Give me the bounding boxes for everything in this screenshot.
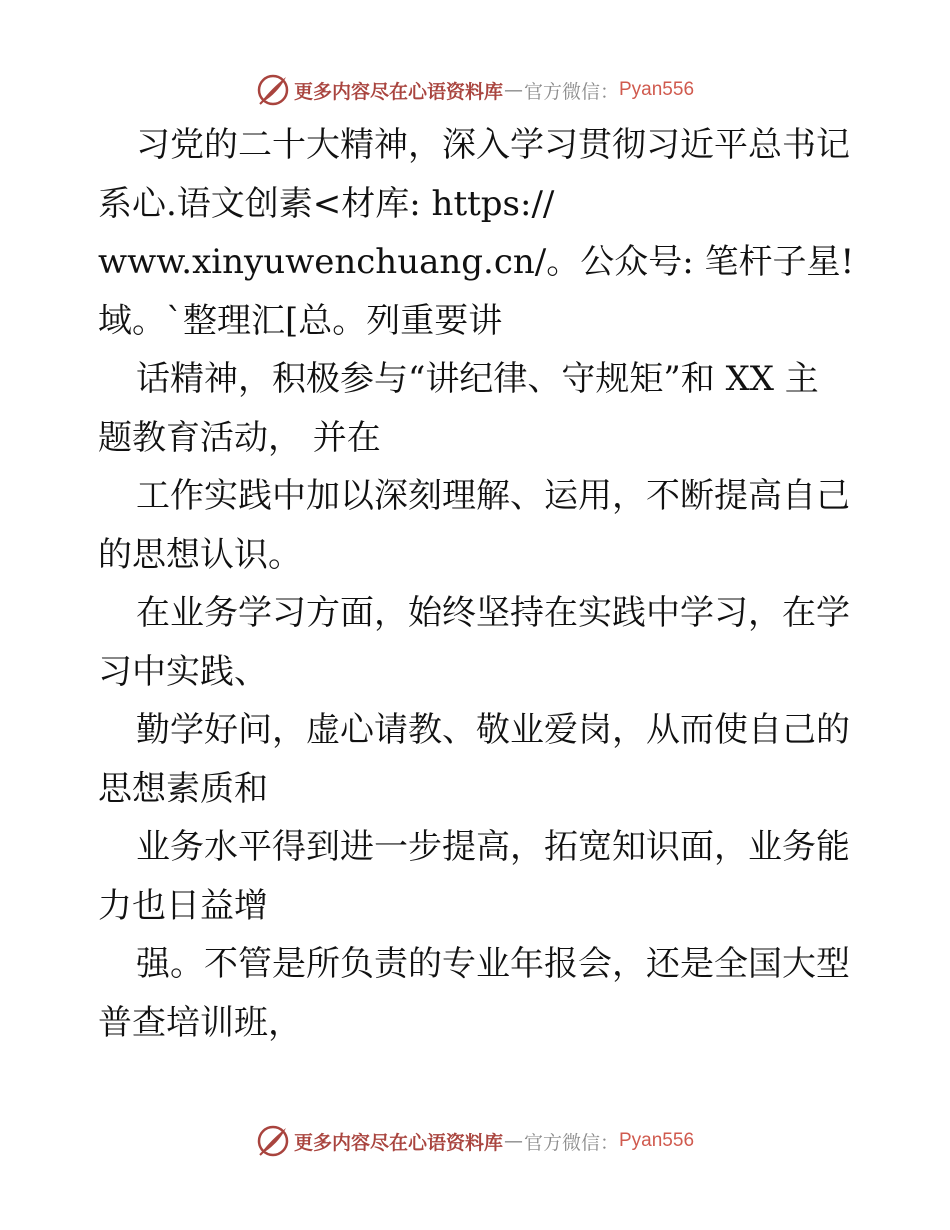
footer-banner: [0, 1121, 950, 1161]
body-line: 题教育活动， 并在: [98, 417, 381, 458]
footer-separator: —: [503, 1130, 523, 1152]
body-line: 普查培训班，: [98, 1002, 302, 1043]
body-line: 在业务学习方面，始终坚持在实践中学习，在学: [136, 593, 850, 633]
header-site-text: 更多内容尽在心语资料库: [293, 80, 503, 103]
body-line: 系心.语文创素<材库: https://: [98, 183, 555, 224]
body-line: 工作实践中加以深刻理解、运用，不断提高自己: [136, 476, 850, 516]
body-line: 话精神，积极参与“讲纪律、守规矩”和 XX 主: [136, 359, 819, 399]
body-line: 域。`整理汇[总。列重要讲: [98, 300, 503, 341]
footer-site-text: 更多内容尽在心语资料库: [293, 1131, 503, 1154]
body-line: 业务水平得到进一步提高，拓宽知识面，业务能: [136, 827, 850, 867]
body-line: 习中实践、: [98, 651, 268, 692]
quill-pen-logo-icon: [256, 73, 290, 107]
footer-wechat-id: Pyan556: [619, 1130, 695, 1151]
header-wechat-id: Pyan556: [619, 79, 695, 100]
body-line: 思想素质和: [98, 768, 268, 809]
header-separator: —: [503, 79, 523, 101]
document-body: [98, 116, 858, 1052]
quill-pen-logo-icon: [256, 1124, 290, 1158]
body-line: 习党的二十大精神，深入学习贯彻习近平总书记: [136, 125, 850, 165]
header-wechat-label: 官方微信：: [523, 80, 619, 103]
body-line: 的思想认识。: [98, 534, 302, 575]
footer-wechat-label: 官方微信：: [523, 1131, 619, 1154]
body-line: www.xinyuwenchuang.cn/。公众号: 笔杆子星!: [98, 242, 855, 282]
body-line: 强。不管是所负责的专业年报会，还是全国大型: [136, 944, 850, 984]
body-line: 力也日益增: [98, 885, 268, 926]
body-line: 勤学好问，虚心请教、敬业爱岗，从而使自己的: [136, 710, 850, 750]
header-banner: [0, 70, 950, 110]
